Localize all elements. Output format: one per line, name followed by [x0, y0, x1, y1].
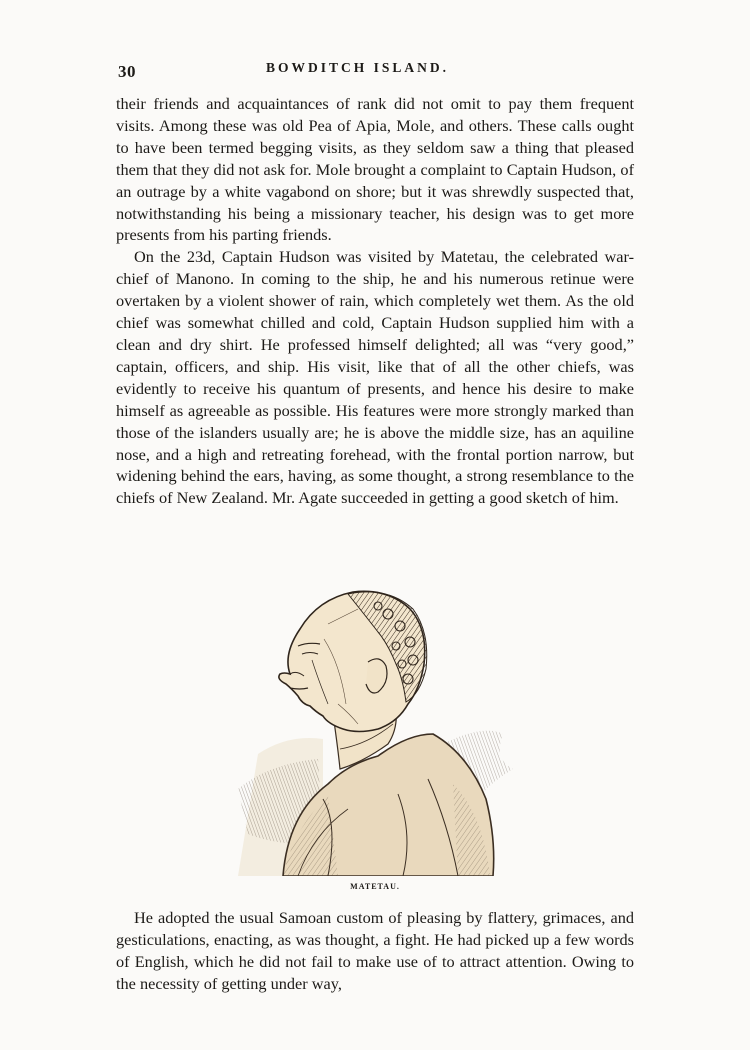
body-text-top: [116, 93, 634, 509]
page-number: 30: [118, 62, 136, 81]
body-text-bottom: [116, 907, 634, 995]
page-header: [118, 56, 638, 80]
paragraph: On the 23d, Captain Hudson was visited by Matetau, the celebrated war-chief of Manono. In coming to the ship, he and his numerous retinue were overtaken by a violent shower of rain, which completely wet them. As the old chief was somewhat chilled and cold, Captain Hudson supplied him with a clean and dry shirt. He professed himself delighted; all was “very good,” captain, officers, and ship. His visit, like that of all the other chiefs, was evidently to receive his quantum of presents, and hence his desire to make himself as agreeable as possible. His features were more strongly marked than those of the islanders usually are; he is above the middle size, has an aquiline nose, and a high and retreating forehead, with the frontal portion narrow, but widening behind the ears, having, as some thought, a strong resemblance to the chiefs of New Zealand. Mr. Agate succeeded in getting a good sketch of him.: [116, 247, 634, 508]
portrait-illustration: [228, 584, 518, 876]
running-head: BOWDITCH ISLAND.: [266, 60, 450, 75]
paragraph: He adopted the usual Samoan custom of pleasing by flattery, grimaces, and gesticulations, enacting, as was thought, a fight. He had picked up a few words of English, which he did not fail to make use of to attract attention. Owing to the necessity of getting under way,: [116, 908, 634, 993]
paragraph: their friends and acquaintances of rank did not omit to pay them frequent visits. Among these was old Pea of Apia, Mole, and others. These calls ought to have been termed begging visits, as they seldom saw a thing that pleased them that they did not ask for. Mole brought a complaint to Captain Hudson, of an outrage by a white vagabond on shore; but it was shrewdly suspected that, notwithstanding his being a missionary teacher, his design was to get more presents from his parting friends.: [116, 94, 634, 245]
portrait-engraving: [228, 584, 518, 876]
figure-caption: MATETAU.: [350, 882, 400, 891]
